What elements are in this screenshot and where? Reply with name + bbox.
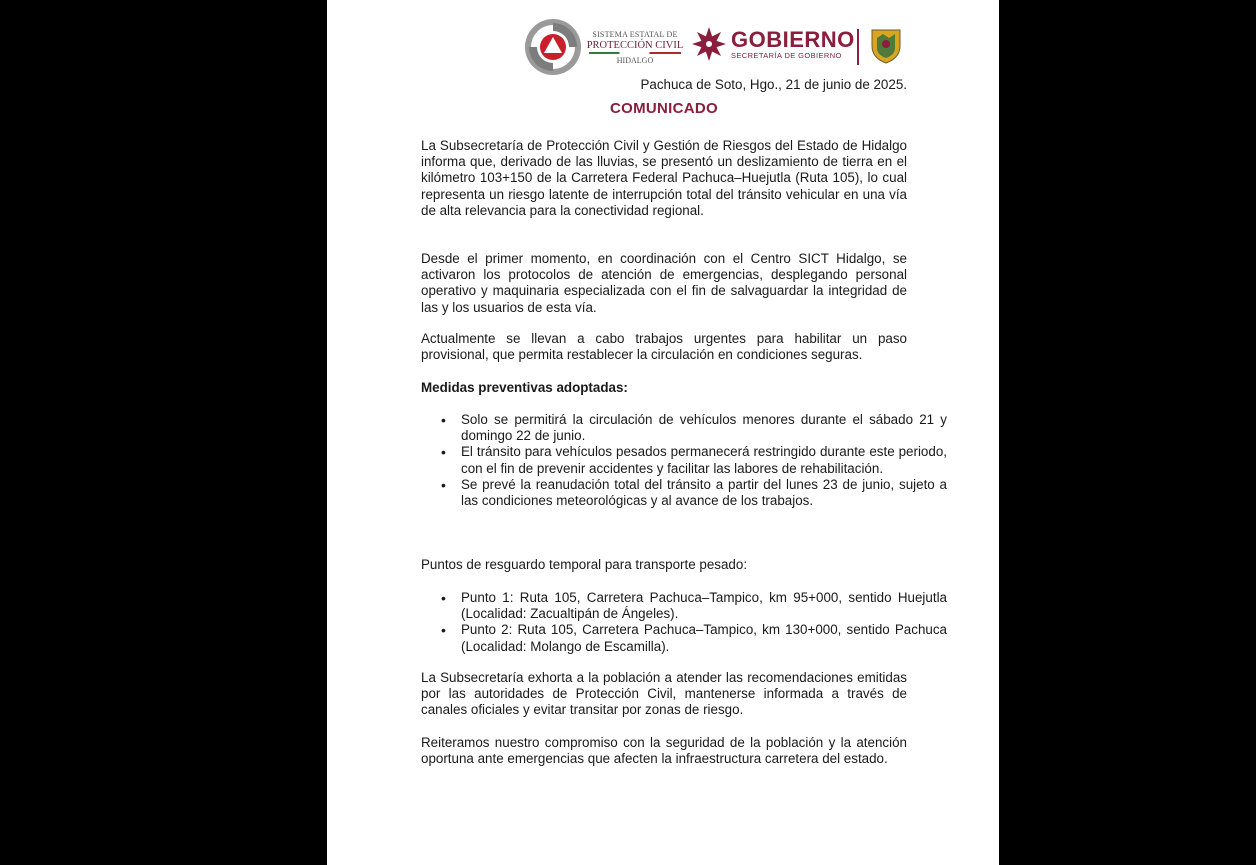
points-heading: Puntos de resguardo temporal para transporte pesado: — [421, 557, 748, 572]
list-item: • Solo se permitirá la circulación de vehículos menores durante el sábado 21 y domingo 22 de junio. — [461, 412, 947, 444]
document-date: Pachuca de Soto, Hgo., 21 de junio de 2025. — [640, 77, 907, 92]
proteccion-civil-wordmark — [585, 29, 685, 66]
list-item: • Punto 2: Ruta 105, Carretera Pachuca–Tampico, km 130+000, sentido Pachuca (Localidad: Molango de Escamilla). — [461, 622, 947, 654]
gobierno-flower-icon — [691, 26, 727, 62]
hidalgo-coat-of-arms-icon — [869, 26, 903, 66]
list-item: • Se prevé la reanudación total del tránsito a partir del lunes 23 de junio, sujeto a las condiciones meteorológicas y al avance de los trabajos. — [461, 477, 947, 509]
proteccion-civil-logo-icon — [523, 17, 583, 77]
pc-line2: PROTECCIÓN CIVIL — [586, 40, 684, 51]
document-page — [327, 0, 999, 865]
pc-line1: SISTEMA ESTATAL DE — [592, 30, 678, 39]
paragraph-1: La Subsecretaría de Protección Civil y Gestión de Riesgos del Estado de Hidalgo informa que, derivado de las lluvias, se presentó un deslizamiento de tierra en el kilómetro 103+150 de la Carretera Federal Pachuca–Huejutla (Ruta 105), lo cual representa un riesgo latente de interrupción total del tránsito vehicular en una vía de alta relevancia para la conectividad regional. — [421, 138, 907, 218]
paragraph-2: Desde el primer momento, en coordinación con el Centro SICT Hidalgo, se activaron los protocolos de atención de emergencias, desplegando personal operativo y maquinaria especializada con el fin de salvaguardar la integridad de las y los usuarios de esta vía. — [421, 251, 907, 315]
points-list — [421, 590, 947, 655]
gobierno-title: GOBIERNO — [731, 27, 855, 52]
paragraph-5: Reiteramos nuestro compromiso con la seguridad de la población y la atención oportuna ante emergencias que afecten la infraestructura carretera del estado. — [421, 735, 907, 767]
header-divider — [857, 29, 859, 65]
measures-list — [421, 412, 947, 509]
pc-line3: HIDALGO — [616, 56, 654, 65]
gobierno-subtitle: SECRETARÍA DE GOBIERNO — [731, 51, 842, 60]
paragraph-4: La Subsecretaría exhorta a la población a atender las recomendaciones emitidas por las autoridades de Protección Civil, mantenerse informada a través de canales oficiales y evitar transitar por zonas de riesgo. — [421, 670, 907, 718]
list-item: • El tránsito para vehículos pesados permanecerá restringido durante este periodo, con el fin de prevenir accidentes y facilitar las labores de rehabilitación. — [461, 444, 947, 476]
document-title: COMUNICADO — [610, 100, 718, 117]
gobierno-wordmark — [731, 29, 855, 60]
list-item: • Punto 1: Ruta 105, Carretera Pachuca–Tampico, km 95+000, sentido Huejutla (Localidad: Zacualtipán de Ángeles). — [461, 590, 947, 622]
letterhead — [523, 17, 908, 79]
measures-heading: Medidas preventivas adoptadas: — [421, 380, 628, 395]
paragraph-3: Actualmente se llevan a cabo trabajos urgentes para habilitar un paso provisional, que permita restablecer la circulación en condiciones seguras. — [421, 331, 907, 363]
